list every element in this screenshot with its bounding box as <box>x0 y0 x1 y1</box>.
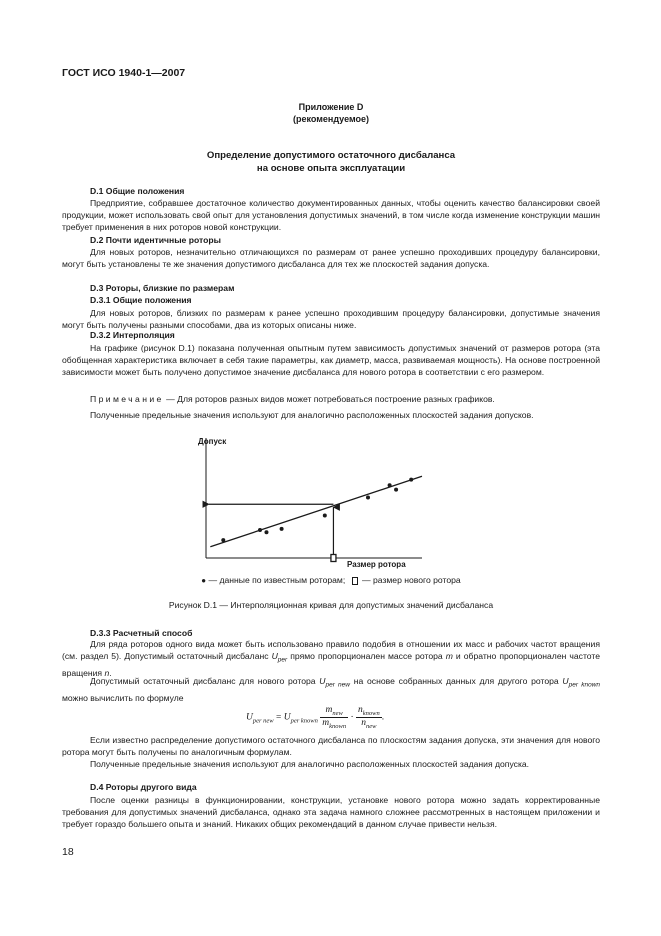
section-d4-heading: D.4 Роторы другого вида <box>90 782 197 792</box>
section-d32-text2: Полученные предельные значения используют для аналогично расположенных плоскостей задания допусков. <box>90 410 534 420</box>
known-rotor-point <box>366 496 370 500</box>
section-d3-heading: D.3 Роторы, близкие по размерам <box>90 283 235 293</box>
page-number: 18 <box>62 846 74 858</box>
known-rotor-point <box>221 538 225 542</box>
document-header: ГОСТ ИСО 1940-1—2007 <box>62 67 186 79</box>
interpolation-chart <box>190 434 430 574</box>
legend-known-label: — данные по известным роторам; <box>208 575 346 585</box>
annex-status: (рекомендуемое) <box>293 114 369 124</box>
annex-heading-line2: на основе опыта эксплуатации <box>256 163 406 174</box>
mass-ratio: $\frac{m_{new}}{m_{known}}$ <box>322 705 347 730</box>
section-d4-text: После оценки разницы в функционировании, конструкции, установке нового ротора можно задать корректированные требования для допустимых значений дисбаланса, однако эта задача намного сложнее рассмотренных в настоящем приложении и требует гораздо большего опыта и знаний. Никаких общих рекомендаций в данном случае привести нельзя. <box>62 795 600 830</box>
known-rotor-point <box>280 527 284 531</box>
section-d33-p3: Если известно распределение допустимого остаточного дисбаланса по плоскостям задания допуска, эти значения для нового ротора могут быть получены по аналогичным формулам. <box>62 735 600 758</box>
chart-legend <box>62 575 600 585</box>
section-d31-heading: D.3.1 Общие положения <box>90 295 192 305</box>
known-rotor-point <box>258 528 262 532</box>
similarity-formula: $U_{per new} = U_{per known}$ $\frac{m_{new}}{m_{known}}$ · $\frac{n_{known}}{n_{new}}$ . <box>246 705 385 730</box>
section-d33-heading: D.3.3 Расчетный способ <box>90 628 193 638</box>
section-d32-heading: D.3.2 Интерполяция <box>90 330 175 340</box>
section-d1-text: Предприятие, собравшее достаточное количество документированных данных, чтобы оценить качество балансировки своей продукции, может использовать свой опыт для установления допустимых значений, в том числе когда изменение конструкции машин требует применения в них роторов новой конструкции. <box>62 198 600 233</box>
section-d33-p2: Допустимый остаточный дисбаланс для нового ротора $U_{per new}$ на основе собранных данных для другого ротора $U_{per known}$ можно вычислить по формуле <box>62 676 600 703</box>
known-rotor-marker-icon: ● <box>201 576 207 585</box>
chart-x-axis-label: Размер ротора <box>347 560 406 569</box>
known-rotor-point <box>394 488 398 492</box>
section-d31-text: Для новых роторов, близких по размерам к ранее успешно проходившим процедуру балансировки, допустимые значения могут быть получены разными способами, два из которых описаны ниже. <box>62 308 600 331</box>
section-d1-heading: D.1 Общие положения <box>90 186 185 196</box>
speed-ratio: $\frac{n_{known}}{n_{new}}$ <box>358 705 380 730</box>
section-d2-text: Для новых роторов, незначительно отличающихся по размерам от ранее успешно проходивших процедуру балансировки, могут быть установлены те же значения допустимого дисбаланса для тех же плоскостей задания допуска. <box>62 247 600 270</box>
new-rotor-marker <box>331 555 336 562</box>
annex-title: Приложение D <box>298 102 364 112</box>
section-d32-text: На графике (рисунок D.1) показана полученная опытным путем зависимость допустимых значений от размеров ротора (эта обобщенная характеристика включает в себя такие параметры, как диаметр, масса, развиваемая мощность). На основе построенной зависимости может быть получено допустимое значение дисбаланса для нового ротора в соответствии с его размером. <box>62 343 600 378</box>
figure-caption: Рисунок D.1 — Интерполяционная кривая для допустимых значений дисбаланса <box>168 600 494 610</box>
chart-y-axis-label: Допуск <box>198 437 227 446</box>
known-rotor-point <box>323 513 327 517</box>
annex-heading-line1: Определение допустимого остаточного дисбаланса <box>206 150 456 161</box>
section-d33-p4: Полученные предельные значения используют для аналогично расположенных плоскостей задания допуска. <box>90 759 530 769</box>
section-d2-heading: D.2 Почти идентичные роторы <box>90 235 221 245</box>
section-d33-p1: Для ряда роторов одного вида может быть использовано правило подобия в отношении их масс и рабочих частот вращения (см. раздел 5). Допустимый остаточный дисбаланс $U_{per}$ прямо пропорционален массе ротора m и обратно пропорционален частоте вращения n. <box>62 639 600 679</box>
legend-new-label: — размер нового ротора <box>362 575 461 585</box>
new-rotor-marker-icon <box>352 577 358 585</box>
known-rotor-point <box>388 483 392 487</box>
note-label: Примечание <box>90 394 164 404</box>
note-paragraph: Примечание — Для роторов разных видов может потребоваться построение разных графиков. <box>90 394 495 404</box>
known-rotor-point <box>264 530 268 534</box>
known-rotor-point <box>409 478 413 482</box>
